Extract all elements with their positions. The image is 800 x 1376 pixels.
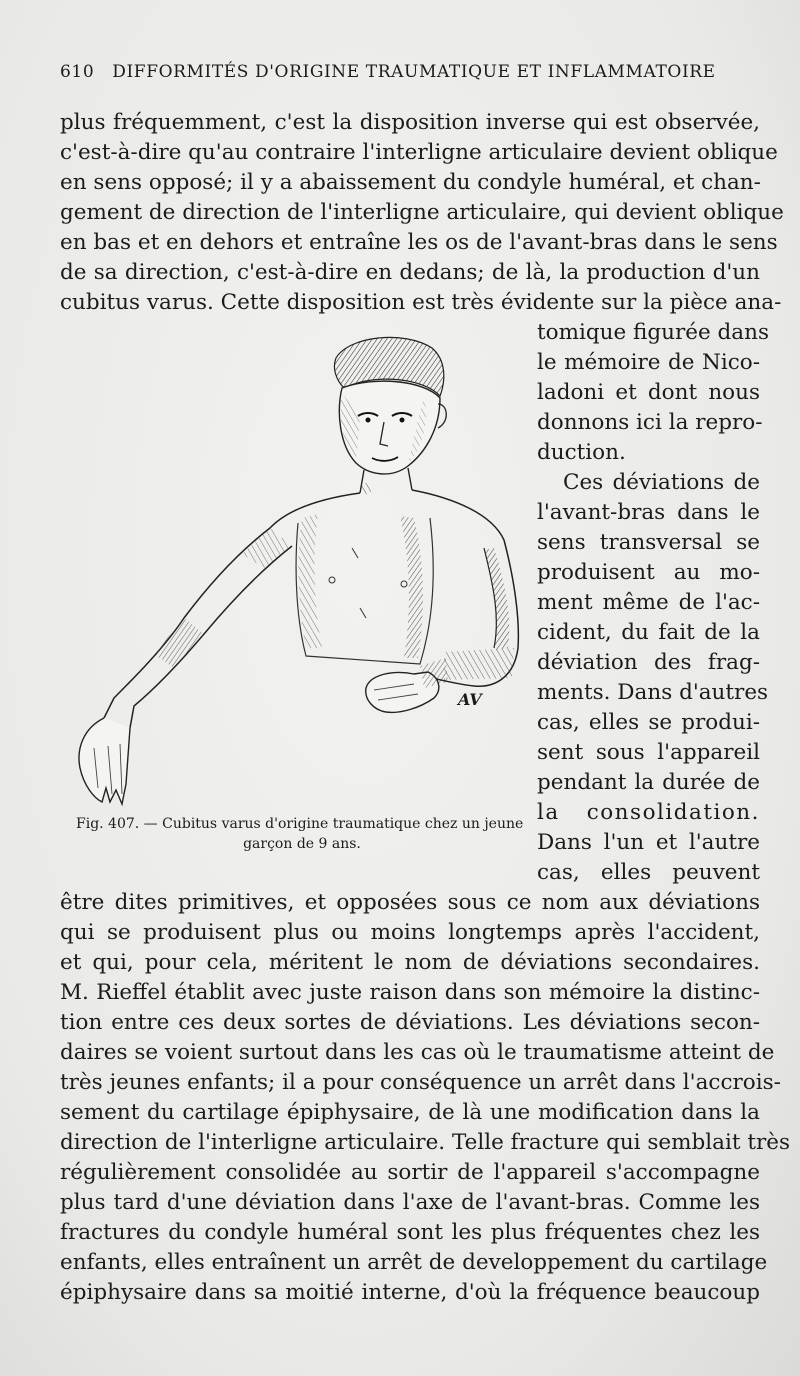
column-line: sent sous l'appareil (537, 740, 760, 765)
column-line: donnons ici la repro- (537, 410, 763, 435)
column-line: Ces déviations de (563, 470, 760, 495)
running-title: DIFFORMITÉS D'ORIGINE TRAUMATIQUE ET INFLAMMATOIRE (112, 62, 716, 82)
text-line: daires se voient surtout dans les cas où le traumatisme atteint de (60, 1040, 775, 1065)
column-line: déviation des frag- (537, 650, 760, 675)
text-line: plus tard d'une déviation dans l'axe de l'avant-bras. Comme les (60, 1190, 760, 1215)
text-line: et qui, pour cela, méritent le nom de déviations secondaires. (60, 950, 760, 975)
caption-line-2: garçon de 9 ans. (243, 836, 361, 852)
column-line: cas, elles se produi- (537, 710, 760, 735)
text-line: de sa direction, c'est-à-dire en dedans; de là, la production d'un (60, 260, 760, 285)
text-line: gement de direction de l'interligne articulaire, qui devient oblique (60, 200, 784, 225)
column-line: sens transversal se (537, 530, 760, 555)
figure-engraving (74, 318, 528, 818)
text-line: tion entre ces deux sortes de déviations. Les déviations secon- (60, 1010, 760, 1035)
text-line: épiphysaire dans sa moitié interne, d'où la fréquence beaucoup (60, 1280, 760, 1305)
text-line: plus fréquemment, c'est la disposition inverse qui est observée, (60, 110, 760, 135)
column-line: Dans l'un et l'autre (537, 830, 760, 855)
text-line: en sens opposé; il y a abaissement du condyle huméral, et chan- (60, 170, 761, 195)
text-line: être dites primitives, et opposées sous ce nom aux déviations (60, 890, 760, 915)
text-line: fractures du condyle huméral sont les plus fréquentes chez les (60, 1220, 760, 1245)
text-line: M. Rieffel établit avec juste raison dans son mémoire la distinc- (60, 980, 760, 1005)
column-line: ment même de l'ac- (537, 590, 760, 615)
column-line: tomique figurée dans (537, 320, 769, 345)
text-line: c'est-à-dire qu'au contraire l'interligne articulaire devient oblique (60, 140, 778, 165)
running-header (60, 62, 760, 82)
column-line: ladoni et dont nous (537, 380, 760, 405)
column-line: la consolidation. (537, 800, 760, 825)
artist-signature: AV (458, 690, 482, 709)
boy-engraving-icon (74, 318, 528, 818)
text-line: en bas et en dehors et entraîne les os de l'avant-bras dans le sens (60, 230, 778, 255)
text-line: très jeunes enfants; il a pour conséquence un arrêt dans l'accrois- (60, 1070, 781, 1095)
column-line: cident, du fait de la (537, 620, 760, 645)
column-line: produisent au mo- (537, 560, 760, 585)
column-line: duction. (537, 440, 626, 465)
text-line: cubitus varus. Cette disposition est très évidente sur la pièce ana- (60, 290, 782, 315)
text-line: enfants, elles entraînent un arrêt de developpement du cartilage (60, 1250, 768, 1275)
column-line: ments. Dans d'autres (537, 680, 769, 705)
page-number: 610 (60, 62, 95, 82)
column-line: le mémoire de Nico- (537, 350, 760, 375)
text-line: régulièrement consolidée au sortir de l'appareil s'accompagne (60, 1160, 760, 1185)
text-line: qui se produisent plus ou moins longtemps après l'accident, (60, 920, 760, 945)
text-line: sement du cartilage épiphysaire, de là une modification dans la (60, 1100, 760, 1125)
caption-line-1: Fig. 407. — Cubitus varus d'origine traumatique chez un jeune (76, 816, 524, 832)
column-line: cas, elles peuvent (537, 860, 760, 885)
column-line: l'avant-bras dans le (537, 500, 760, 525)
figure-caption (76, 814, 528, 854)
text-line: direction de l'interligne articulaire. Telle fracture qui semblait très (60, 1130, 791, 1155)
column-line: pendant la durée de (537, 770, 760, 795)
